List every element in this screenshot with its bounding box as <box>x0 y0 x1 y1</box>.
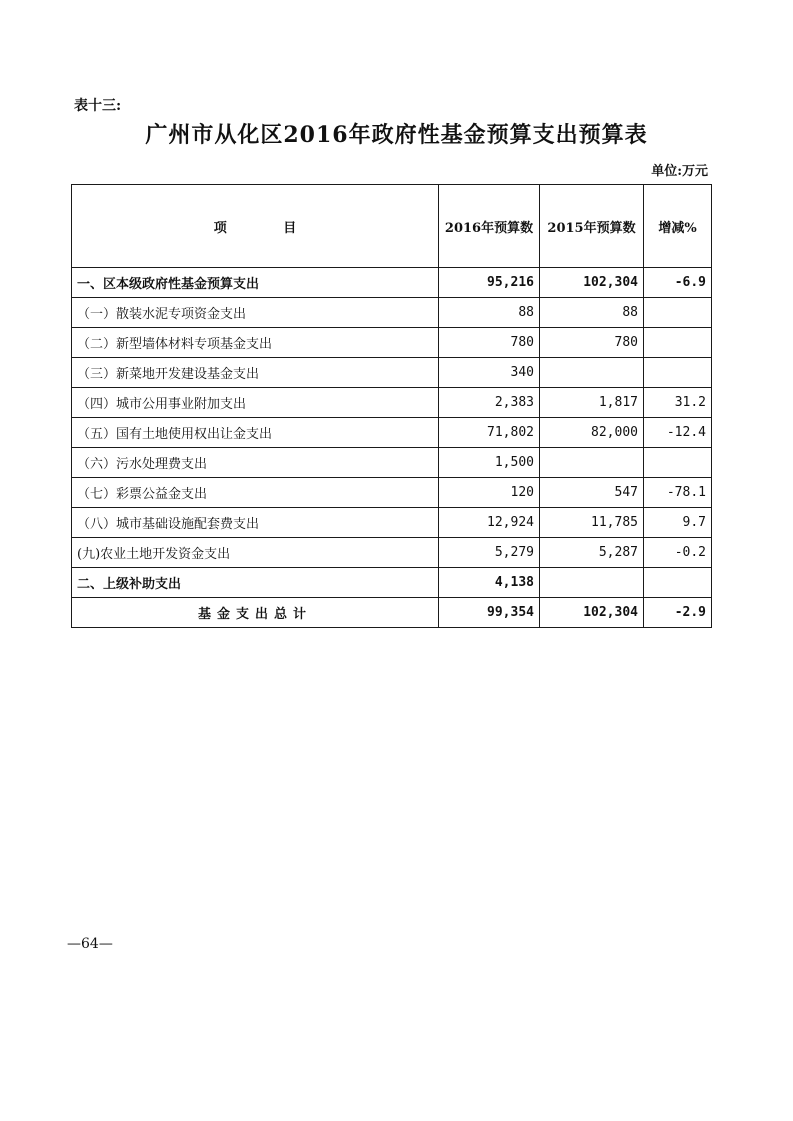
row-2015 <box>540 568 644 598</box>
row-2015 <box>540 358 644 388</box>
row-2015: 88 <box>540 298 644 328</box>
row-pct: -78.1 <box>644 478 712 508</box>
row-2015: 5,287 <box>540 538 644 568</box>
table-header-row <box>72 185 712 268</box>
table-row <box>72 418 712 448</box>
row-item: (九)农业土地开发资金支出 <box>72 538 439 568</box>
table-row <box>72 298 712 328</box>
row-2015: 547 <box>540 478 644 508</box>
row-2016: 71,802 <box>439 418 540 448</box>
table-row <box>72 388 712 418</box>
row-item: （八）城市基础设施配套费支出 <box>72 508 439 538</box>
row-2015: 11,785 <box>540 508 644 538</box>
row-2016: 2,383 <box>439 388 540 418</box>
row-pct: 9.7 <box>644 508 712 538</box>
row-2016: 120 <box>439 478 540 508</box>
total-label: 基金支出总计 <box>72 598 439 628</box>
table-row <box>72 568 712 598</box>
row-pct: -6.9 <box>644 268 712 298</box>
row-item: （二）新型墙体材料专项基金支出 <box>72 328 439 358</box>
row-pct: 31.2 <box>644 388 712 418</box>
header-budget-2016: 2016年预算数 <box>439 185 540 268</box>
row-2016: 780 <box>439 328 540 358</box>
row-2016: 5,279 <box>439 538 540 568</box>
row-2015: 1,817 <box>540 388 644 418</box>
row-pct: -12.4 <box>644 418 712 448</box>
row-item: （六）污水处理费支出 <box>72 448 439 478</box>
row-pct: -0.2 <box>644 538 712 568</box>
table-row <box>72 358 712 388</box>
header-budget-2015: 2015年预算数 <box>540 185 644 268</box>
row-2016: 340 <box>439 358 540 388</box>
row-item: （四）城市公用事业附加支出 <box>72 388 439 418</box>
document-title: 广州市从化区2016年政府性基金预算支出预算表 <box>145 122 648 148</box>
row-2016: 1,500 <box>439 448 540 478</box>
table-row <box>72 448 712 478</box>
row-2015: 102,304 <box>540 268 644 298</box>
table-row <box>72 538 712 568</box>
budget-table <box>71 184 712 628</box>
row-2015 <box>540 448 644 478</box>
row-2016: 12,924 <box>439 508 540 538</box>
row-item: （五）国有土地使用权出让金支出 <box>72 418 439 448</box>
page-number: —64— <box>67 936 113 952</box>
row-pct <box>644 328 712 358</box>
row-2015: 82,000 <box>540 418 644 448</box>
header-item: 项 目 <box>72 185 439 268</box>
row-item: （一）散装水泥专项资金支出 <box>72 298 439 328</box>
row-item: 一、区本级政府性基金预算支出 <box>72 268 439 298</box>
row-pct <box>644 568 712 598</box>
row-item: 二、上级补助支出 <box>72 568 439 598</box>
table-total-row <box>72 598 712 628</box>
row-pct <box>644 448 712 478</box>
table-row <box>72 478 712 508</box>
table-number: 表十三: <box>74 98 122 114</box>
row-pct <box>644 358 712 388</box>
row-item: （三）新菜地开发建设基金支出 <box>72 358 439 388</box>
row-2016: 88 <box>439 298 540 328</box>
total-pct: -2.9 <box>644 598 712 628</box>
row-pct <box>644 298 712 328</box>
header-change-pct: 增减% <box>644 185 712 268</box>
total-2015: 102,304 <box>540 598 644 628</box>
table-row <box>72 508 712 538</box>
row-2015: 780 <box>540 328 644 358</box>
table-row <box>72 268 712 298</box>
row-2016: 4,138 <box>439 568 540 598</box>
row-2016: 95,216 <box>439 268 540 298</box>
table-row <box>72 328 712 358</box>
row-item: （七）彩票公益金支出 <box>72 478 439 508</box>
total-2016: 99,354 <box>439 598 540 628</box>
unit-label: 单位:万元 <box>651 164 708 179</box>
